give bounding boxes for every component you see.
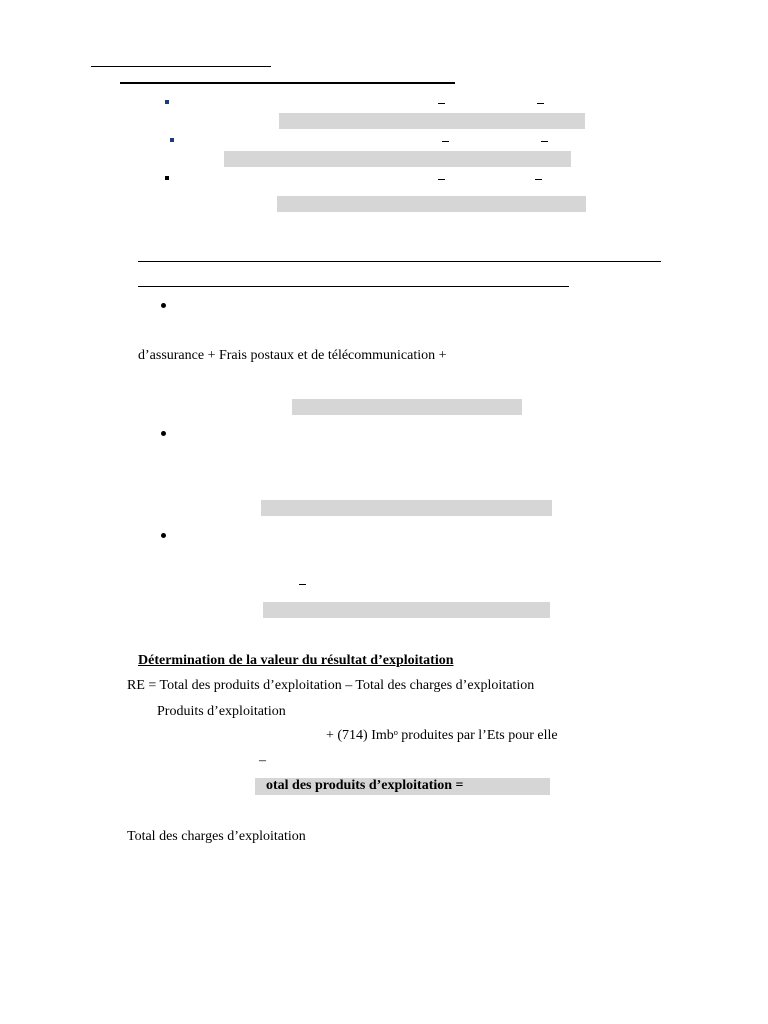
immobilisations-line: + (714) Imbᵒ produites par l’Ets pour elle (326, 728, 558, 743)
dash-mark (438, 179, 445, 180)
highlight-bar (292, 399, 522, 415)
dash-line: – (259, 753, 266, 768)
bullet-dot-icon (161, 303, 166, 308)
dash-mark (438, 103, 445, 104)
dash-mark (537, 103, 544, 104)
section-heading: Détermination de la valeur du résultat d’exploitation (138, 653, 454, 668)
top-rule-short (91, 66, 271, 67)
highlight-bar (277, 196, 586, 212)
bullet-dot-icon (161, 431, 166, 436)
highlight-bar (279, 113, 585, 129)
section-rule-long (138, 261, 661, 262)
dash-mark (299, 584, 306, 585)
total-produits-label: otal des produits d’exploitation = (266, 778, 464, 793)
dash-mark (442, 141, 449, 142)
square-bullet-icon (165, 176, 169, 180)
total-charges-label: Total des charges d’exploitation (127, 829, 306, 844)
produits-label: Produits d’exploitation (157, 704, 286, 719)
highlight-bar (261, 500, 552, 516)
dash-mark (541, 141, 548, 142)
assurance-line: d’assurance + Frais postaux et de télécommunication + (138, 348, 447, 363)
top-rule-long (120, 82, 455, 84)
total-produits-bar (255, 778, 550, 795)
highlight-bar (224, 151, 571, 167)
square-bullet-icon (170, 138, 174, 142)
section-rule-medium (138, 286, 569, 287)
re-formula: RE = Total des produits d’exploitation – Total des charges d’exploitation (127, 678, 535, 693)
highlight-bar (263, 602, 550, 618)
bullet-dot-icon (161, 533, 166, 538)
square-bullet-icon (165, 100, 169, 104)
dash-mark (535, 179, 542, 180)
